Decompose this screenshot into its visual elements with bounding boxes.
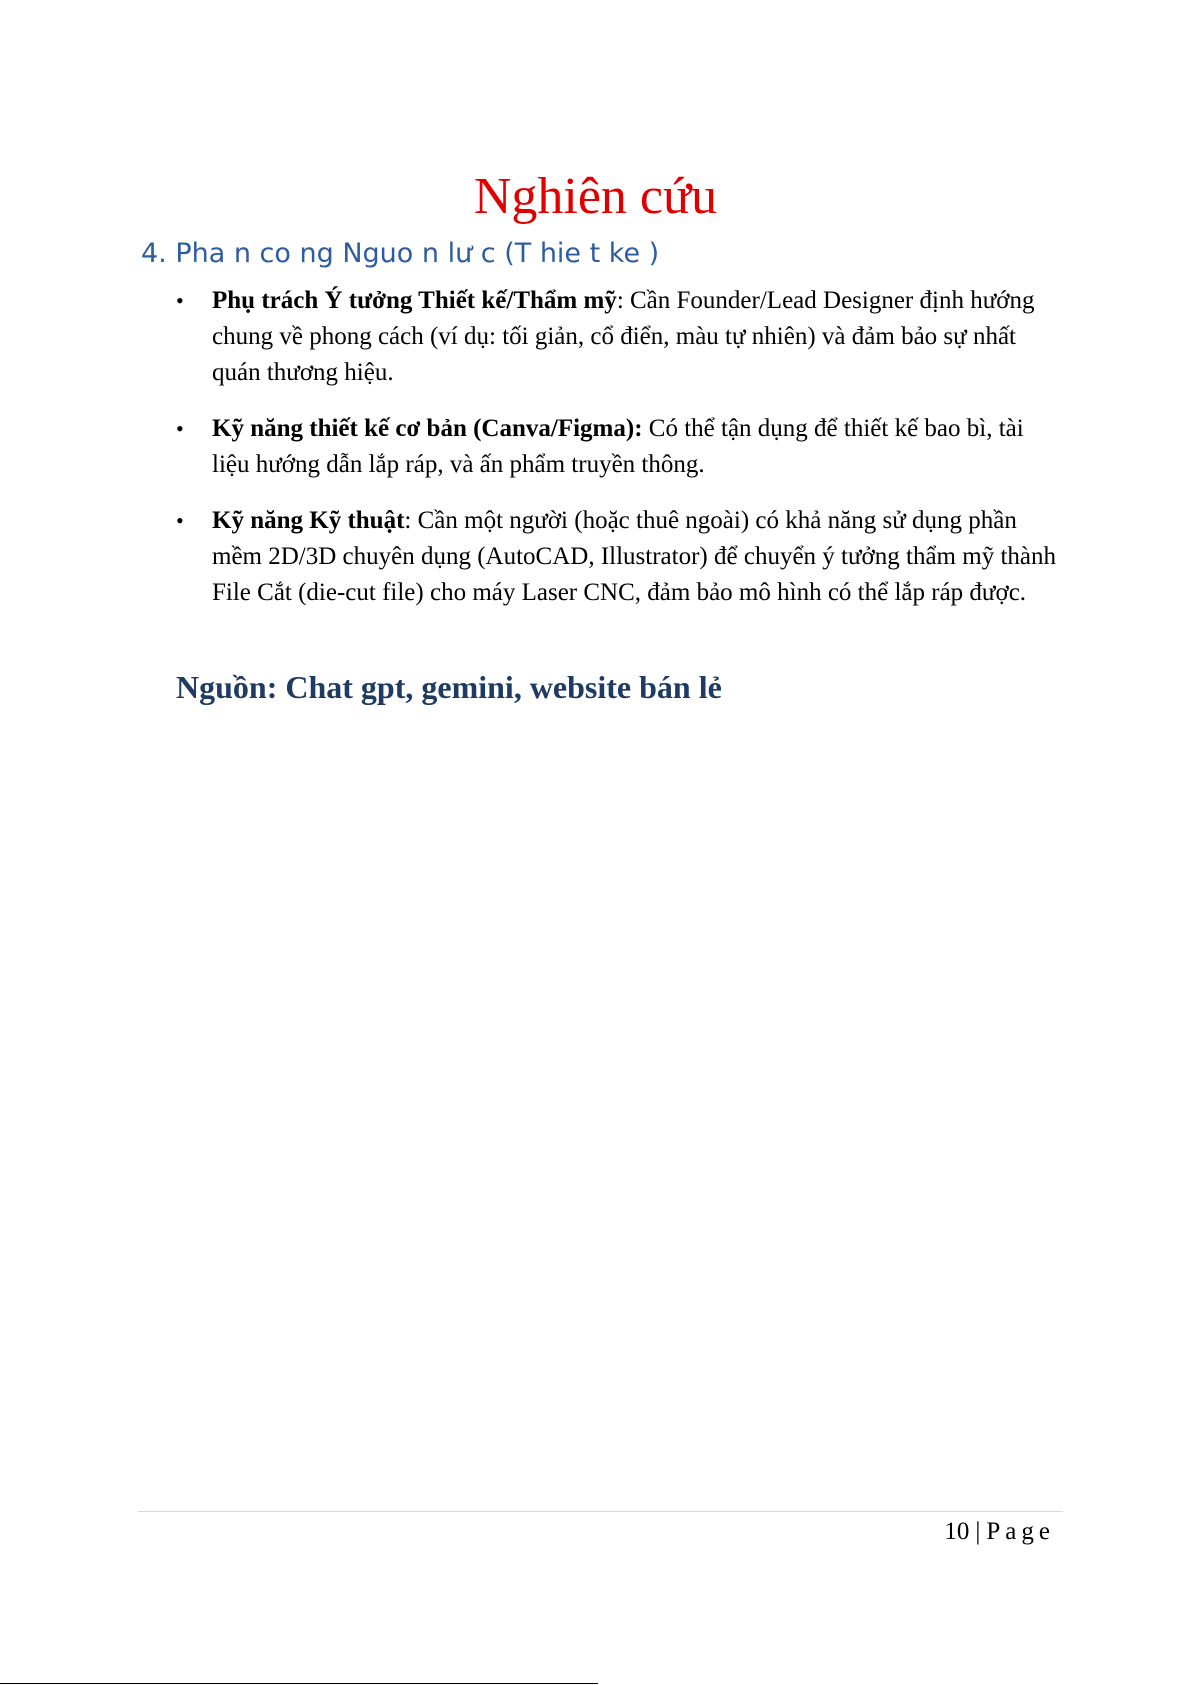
bullet-list (176, 283, 1056, 631)
list-item (176, 411, 1056, 483)
bottom-divider (0, 1683, 598, 1684)
page-label: Page (986, 1518, 1055, 1545)
section-heading: 4. Pha n co ng Nguo n lư c (T hie t ke ) (141, 238, 660, 269)
bullet-bold-label: Kỹ năng thiết kế cơ bản (Canva/Figma): (212, 415, 643, 442)
bullet-icon: • (176, 416, 184, 441)
page-number: 10 (944, 1518, 970, 1545)
bullet-icon: • (176, 508, 184, 533)
bullet-text: : Cần Founder/Lead Designer định hướng chung về phong cách (ví dụ: tối giản, cổ điển, màu tự nhiên) và đảm bảo sự nhất quán thương hiệu. (212, 287, 1035, 386)
bullet-bold-label: Kỹ năng Kỹ thuật (212, 507, 405, 534)
page-footer (944, 1516, 1055, 1548)
bullet-bold-label: Phụ trách Ý tưởng Thiết kế/Thẩm mỹ (212, 287, 617, 314)
bullet-text: Có thể tận dụng để thiết kế bao bì, tài liệu hướng dẫn lắp ráp, và ấn phẩm truyền thông. (212, 415, 1024, 478)
bullet-icon: • (176, 288, 184, 313)
page-title: Nghiên cứu (473, 168, 718, 225)
list-item (176, 283, 1056, 391)
bullet-text: : Cần một người (hoặc thuê ngoài) có khả năng sử dụng phần mềm 2D/3D chuyên dụng (AutoCAD, Illustrator) để chuyển ý tưởng thẩm mỹ thành File Cắt (die-cut file) cho máy Laser CNC, đảm bảo mô hình có thể lắp ráp được. (212, 507, 1056, 606)
source-line: Nguồn: Chat gpt, gemini, website bán lẻ (176, 669, 722, 705)
footer-divider (138, 1511, 1063, 1512)
list-item (176, 503, 1056, 611)
page-separator: | (975, 1518, 981, 1545)
